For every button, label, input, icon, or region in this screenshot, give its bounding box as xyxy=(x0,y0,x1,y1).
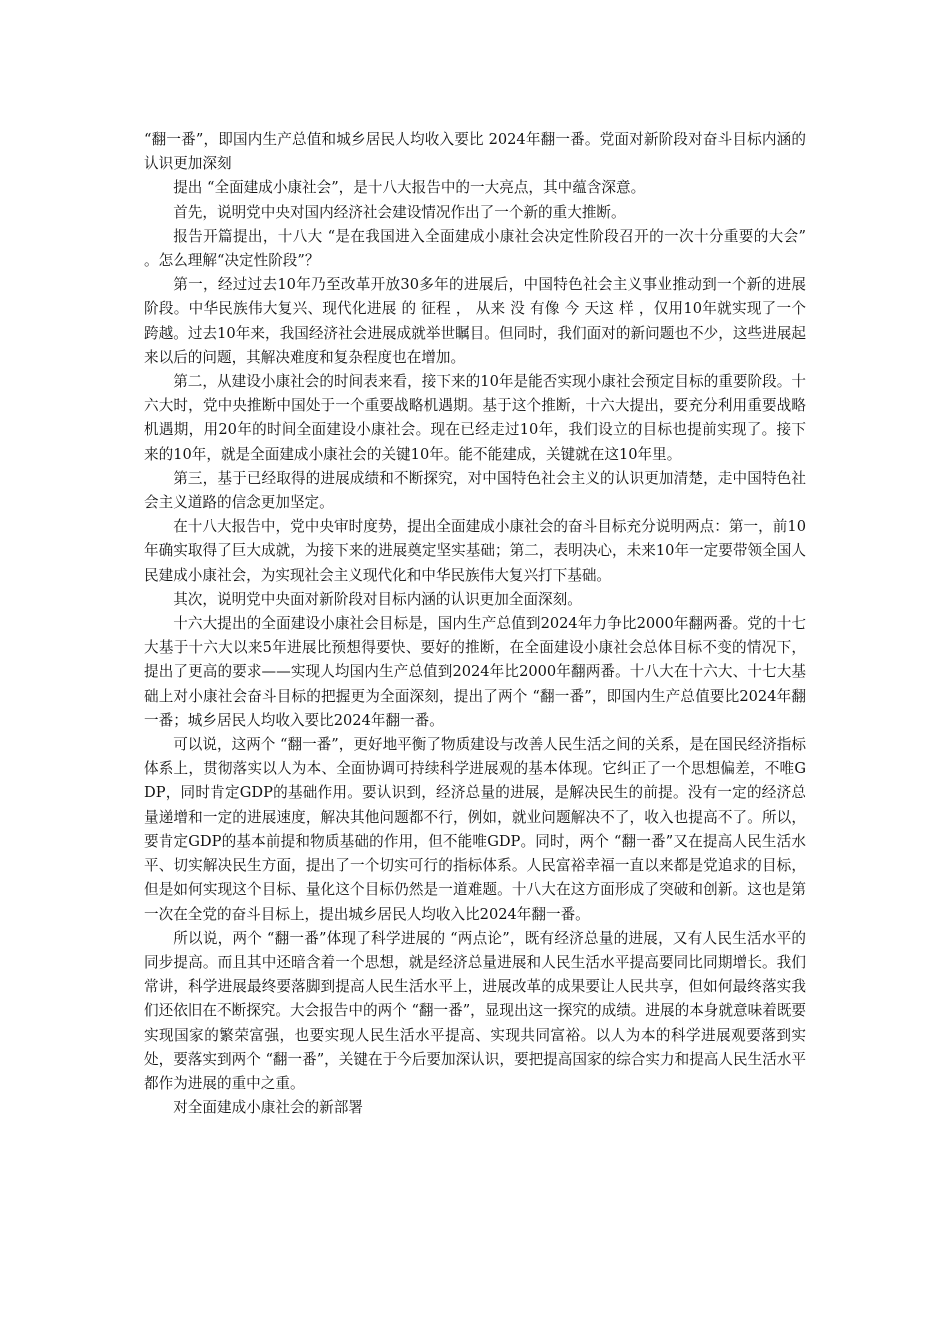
paragraph: 报告开篇提出，十八大 “是在我国进入全面建成小康社会决定性阶段召开的一次十分重要的大会” 。怎么理解“决定性阶段”？ xyxy=(144,227,806,270)
paragraph: 第三，基于已经取得的进展成绩和不断探究，对中国特色社会主义的认识更加清楚，走中国特色社会主义道路的信念更加坚定。 xyxy=(144,469,806,512)
paragraph: 可以说，这两个 “翻一番”，更好地平衡了物质建设与改善人民生活之间的关系，是在国民经济指标体系上，贯彻落实以人为本、全面协调可持续科学进展观的基本体现。它纠正了一个思想偏差，不唯GDP，同时肯定GDP的基础作用。要认识到，经济总量的进展，是解决民生的前提。没有一定的经济总量递增和一定的进展速度，解决其他问题都不行，例如，就业问题解决不了，收入也提高不了。所以，要肯定GDP的基本前提和物质基础的作用，但不能唯GDP。同时，两个 “翻一番”又在提高人民生活水平、切实解决民生方面，提出了一个切实可行的指标体系。人民富裕幸福一直以来都是党追求的目标，但是如何实现这个目标、量化这个目标仍然是一道难题。十八大在这方面形成了突破和创新。这也是第一次在全党的奋斗目标上，提出城乡居民人均收入比2024年翻一番。 xyxy=(144,736,806,923)
paragraph: 所以说，两个 “翻一番”体现了科学进展的 “两点论”，既有经济总量的进展，又有人民生活水平的同步提高。而且其中还暗含着一个思想，就是经济总量进展和人民生活水平提高要同比同期增长。我们常讲，科学进展最终要落脚到提高人民生活水平上，进展改革的成果要让人民共享，但如何最终落实我们还依旧在不断探究。大会报告中的两个 “翻一番”，显现出这一探究的成绩。进展的本身就意味着既要实现国家的繁荣富强，也要实现人民生活水平提高、实现共同富裕。以人为本的科学进展观要落到实处，要落实到两个 “翻一番”，关键在于今后要加深认识，要把提高国家的综合实力和提高人民生活水平都作为进展的重中之重。 xyxy=(144,929,806,1092)
paragraph: 第二，从建设小康社会的时间表来看，接下来的10年是能否实现小康社会预定目标的重要阶段。十六大时，党中央推断中国处于一个重要战略机遇期。基于这个推断，十六大提出，要充分利用重要战略机遇期，用20年的时间全面建设小康社会。现在已经走过10年，我们设立的目标也提前实现了。接下来的10年，就是全面建成小康社会的关键10年。能不能建成，关键就在这10年里。 xyxy=(144,373,806,463)
paragraph-continuation: “翻一番”，即国内生产总值和城乡居民人均收入要比 2024年翻一番。党面对新阶段对奋斗目标内涵的认识更加深刻 xyxy=(144,131,806,173)
document-body xyxy=(144,128,806,1120)
paragraph: 十六大提出的全面建设小康社会目标是，国内生产总值到2024年力争比2000年翻两番。党的十七大基于十六大以来5年进展比预想得要快、要好的推断，在全面建设小康社会总体目标不变的情况下，提出了更高的要求——实现人均国内生产总值到2024年比2000年翻两番。十八大在十六大、十七大基础上对小康社会奋斗目标的把握更为全面深刻，提出了两个 “翻一番”，即国内生产总值要比2024年翻一番；城乡居民人均收入要比2024年翻一番。 xyxy=(144,615,806,729)
section-heading: 对全面建成小康社会的新部署 xyxy=(173,1099,363,1117)
paragraph: 第一，经过过去10年乃至改革开放30多年的进展后，中国特色社会主义事业推动到一个新的进展阶段。中华民族伟大复兴、现代化进展 的 征程 ， 从来 没 有像 今 天这 样 ，仅用10年就实现了一个跨越。过去10年来，我国经济社会进展成就举世瞩目。但同时，我们面对的新问题也不少，这些进展起来以后的问题，其解决难度和复杂程度也在增加。 xyxy=(144,276,806,366)
paragraph: 提出 “全面建成小康社会”，是十八大报告中的一大亮点，其中蕴含深意。 xyxy=(173,179,646,197)
paragraph: 其次，说明党中央面对新阶段对目标内涵的认识更加全面深刻。 xyxy=(173,590,582,608)
paragraph: 在十八大报告中，党中央审时度势，提出全面建成小康社会的奋斗目标充分说明两点：第一，前10年确实取得了巨大成就，为接下来的进展奠定坚实基础；第二，表明决心，未来10年一定要带领全国人民建成小康社会，为实现社会主义现代化和中华民族伟大复兴打下基础。 xyxy=(144,518,806,584)
paragraph: 首先，说明党中央对国内经济社会建设情况作出了一个新的重大推断。 xyxy=(173,203,626,221)
